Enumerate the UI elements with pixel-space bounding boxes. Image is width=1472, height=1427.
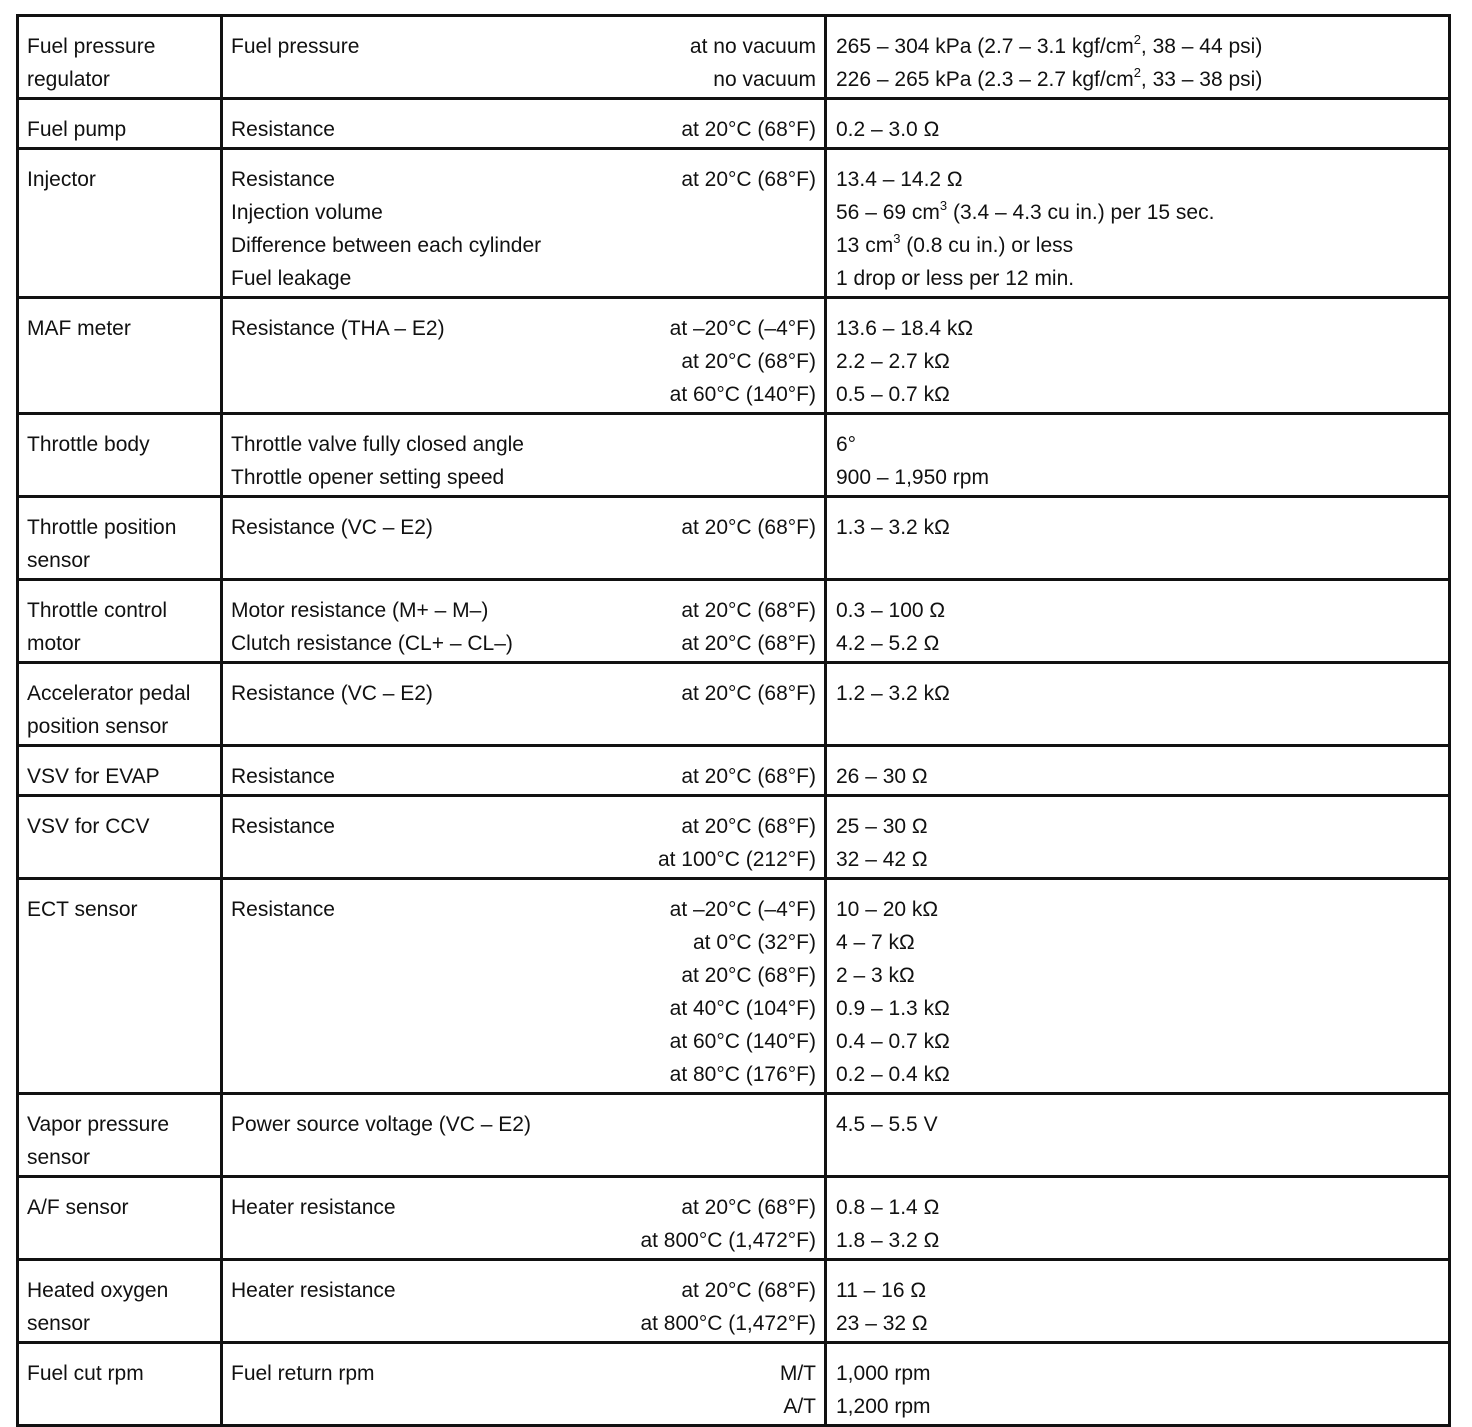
spec-text: 25 – 30 Ω [836,815,928,838]
check-item-cell [222,663,826,746]
spec-text: 0.2 – 0.4 kΩ [836,1063,950,1086]
component-cell [18,149,222,298]
check-item-line [231,1058,816,1091]
spec-text: 10 – 20 kΩ [836,898,939,921]
specification-cell [826,497,1450,580]
check-item-label [231,63,713,96]
check-item-label: Fuel pressure [231,35,360,58]
check-item-label: Resistance [231,815,335,838]
specification-value [836,893,1440,926]
check-item-line [231,345,816,378]
specification-value [836,345,1440,378]
check-item-line [231,992,816,1025]
check-item-cell [222,796,826,879]
component-name: Accelerator pedal position sensor [27,682,191,738]
check-condition: at 20°C (68°F) [681,964,816,987]
specification-cell [826,298,1450,414]
specification-value [836,677,1440,710]
check-item-line [231,594,816,627]
table-row [18,663,1450,746]
specification-value [836,1390,1440,1423]
check-item-cell [222,746,826,796]
spec-text: 0.2 – 3.0 Ω [836,118,940,141]
check-item-line [231,1191,816,1224]
spec-superscript: 2 [1133,32,1141,47]
table-row [18,149,1450,298]
specification-value [836,229,1440,262]
specification-value [836,1307,1440,1340]
table-row [18,1177,1450,1260]
check-condition: M/T [779,1362,816,1385]
specification-value [836,1274,1440,1307]
specification-cell [826,414,1450,497]
specification-value [836,843,1440,876]
component-cell [18,497,222,580]
specification-cell [826,1094,1450,1177]
specification-value [836,594,1440,627]
component-name: MAF meter [27,317,131,340]
check-item-line [231,677,816,710]
table-row [18,796,1450,879]
check-item-line [231,1357,816,1390]
component-cell [18,663,222,746]
check-item-label [231,1390,783,1423]
check-item-cell [222,497,826,580]
component-name: Fuel pressure regulator [27,35,156,91]
check-item-line [231,843,816,876]
spec-text: 0.5 – 0.7 kΩ [836,383,950,406]
check-item-label [231,959,681,992]
check-item-line [231,959,816,992]
spec-text: 1.8 – 3.2 Ω [836,1229,940,1252]
component-cell [18,298,222,414]
spec-text: 4.5 – 5.5 V [836,1113,938,1136]
check-item-label [231,1058,670,1091]
check-item-cell [222,414,826,497]
check-condition: at –20°C (–4°F) [669,317,816,340]
spec-text: 13 cm [836,234,894,257]
spec-text: 6° [836,433,857,456]
spec-text: 1,200 rpm [836,1395,931,1418]
table-row [18,1094,1450,1177]
specification-cell [826,16,1450,99]
specification-value [836,63,1440,96]
specification-value [836,196,1440,229]
check-item-label: Throttle opener setting speed [231,466,505,489]
component-cell [18,746,222,796]
component-cell [18,1177,222,1260]
check-item-cell [222,16,826,99]
check-item-line [231,1025,816,1058]
check-item-line [231,1307,816,1340]
component-cell [18,796,222,879]
check-item-label: Resistance (VC – E2) [231,516,433,539]
check-condition: at 60°C (140°F) [669,383,816,406]
component-cell [18,16,222,99]
check-item-label: Heater resistance [231,1196,396,1219]
table-row [18,746,1450,796]
specification-value [836,1357,1440,1390]
check-item-label [231,926,693,959]
check-item-label: Injection volume [231,201,383,224]
check-item-label: Clutch resistance (CL+ – CL–) [231,632,513,655]
check-item-line [231,428,816,461]
spec-text: 2 – 3 kΩ [836,964,915,987]
specification-cell [826,580,1450,663]
check-item-label: Fuel return rpm [231,1362,375,1385]
spec-text: 1.3 – 3.2 kΩ [836,516,950,539]
spec-text: 56 – 69 cm [836,201,940,224]
check-item-label: Resistance [231,898,335,921]
spec-text-suffix: (3.4 – 4.3 cu in.) per 15 sec. [947,201,1215,224]
specification-value [836,428,1440,461]
check-item-line [231,196,816,229]
check-item-cell [222,1177,826,1260]
spec-text: 226 – 265 kPa (2.3 – 2.7 kgf/cm [836,68,1134,91]
check-condition: at 800°C (1,472°F) [640,1312,816,1335]
component-name: Vapor pressure sensor [27,1113,170,1169]
check-item-line [231,926,816,959]
table-row [18,16,1450,99]
component-cell [18,1094,222,1177]
check-item-label [231,1025,670,1058]
component-name: Fuel pump [27,118,127,141]
check-item-label [231,992,670,1025]
spec-text: 0.3 – 100 Ω [836,599,946,622]
specification-cell [826,663,1450,746]
component-name: ECT sensor [27,898,138,921]
specification-value [836,262,1440,295]
specification-value [836,1224,1440,1257]
spec-superscript: 3 [893,231,901,246]
component-name: VSV for EVAP [27,765,160,788]
component-name: Throttle control motor [27,599,168,655]
specification-cell [826,746,1450,796]
specification-value [836,992,1440,1025]
check-item-cell [222,879,826,1094]
check-item-label: Heater resistance [231,1279,396,1302]
check-item-line [231,1224,816,1257]
specification-cell [826,99,1450,149]
specification-value [836,378,1440,411]
check-condition: at –20°C (–4°F) [669,898,816,921]
spec-table-body [18,16,1450,1426]
check-item-line [231,893,816,926]
check-item-line [231,229,816,262]
check-condition: at 20°C (68°F) [681,1279,816,1302]
specification-value [836,1191,1440,1224]
check-item-cell [222,580,826,663]
check-item-line [231,760,816,793]
check-item-label [231,1224,640,1257]
table-row [18,298,1450,414]
check-item-line [231,163,816,196]
check-condition: at no vacuum [689,35,816,58]
spec-text: 23 – 32 Ω [836,1312,928,1335]
check-condition: at 20°C (68°F) [681,168,816,191]
specification-value [836,926,1440,959]
check-item-line [231,1274,816,1307]
check-condition: A/T [783,1395,816,1418]
check-condition: at 100°C (212°F) [657,848,816,871]
specification-value [836,511,1440,544]
spec-text: 26 – 30 Ω [836,765,928,788]
table-row [18,414,1450,497]
spec-text: 11 – 16 Ω [836,1279,927,1302]
check-condition: at 20°C (68°F) [681,682,816,705]
spec-text: 13.4 – 14.2 Ω [836,168,963,191]
component-cell [18,1260,222,1343]
check-item-label: Resistance [231,168,335,191]
table-row [18,879,1450,1094]
specification-value [836,810,1440,843]
specification-cell [826,1343,1450,1426]
check-item-line [231,113,816,146]
specification-cell [826,149,1450,298]
spec-superscript: 2 [1133,65,1141,80]
check-condition: at 800°C (1,472°F) [640,1229,816,1252]
table-row [18,99,1450,149]
component-name: A/F sensor [27,1196,129,1219]
spec-text: 13.6 – 18.4 kΩ [836,317,974,340]
check-item-cell [222,1094,826,1177]
check-item-line [231,627,816,660]
spec-text: 2.2 – 2.7 kΩ [836,350,950,373]
spec-text: 32 – 42 Ω [836,848,928,871]
spec-text: 265 – 304 kPa (2.7 – 3.1 kgf/cm [836,35,1134,58]
component-name: Injector [27,168,96,191]
table-row [18,580,1450,663]
check-item-label: Resistance (VC – E2) [231,682,433,705]
component-cell [18,99,222,149]
check-condition: at 20°C (68°F) [681,350,816,373]
check-item-line [231,511,816,544]
check-item-cell [222,99,826,149]
specification-value [836,627,1440,660]
check-condition: at 20°C (68°F) [681,599,816,622]
spec-text: 1,000 rpm [836,1362,931,1385]
check-item-line [231,378,816,411]
check-item-cell [222,1260,826,1343]
check-item-label: Fuel leakage [231,267,352,290]
check-condition: at 20°C (68°F) [681,118,816,141]
check-item-line [231,810,816,843]
check-item-label [231,345,681,378]
spec-table [16,14,1451,1427]
check-condition: at 40°C (104°F) [669,997,816,1020]
spec-superscript: 3 [939,198,948,213]
spec-text: 4 – 7 kΩ [836,931,915,954]
component-cell [18,414,222,497]
check-condition: at 20°C (68°F) [681,632,816,655]
component-name: Heated oxygen sensor [27,1279,169,1335]
check-item-cell [222,149,826,298]
check-item-line [231,30,816,63]
check-condition: no vacuum [713,68,816,91]
spec-text: 0.9 – 1.3 kΩ [836,997,950,1020]
spec-text: 0.4 – 0.7 kΩ [836,1030,950,1053]
spec-text-suffix: (0.8 cu in.) or less [900,234,1074,257]
check-item-line [231,1390,816,1423]
check-item-cell [222,298,826,414]
check-condition: at 20°C (68°F) [681,815,816,838]
component-cell [18,580,222,663]
check-item-line [231,461,816,494]
component-name: Throttle position sensor [27,516,177,572]
check-condition: at 60°C (140°F) [669,1030,816,1053]
check-item-label [231,1307,640,1340]
specification-value [836,1025,1440,1058]
check-item-label [231,843,658,876]
check-condition: at 0°C (32°F) [693,931,816,954]
specification-value [836,1058,1440,1091]
check-item-cell [222,1343,826,1426]
component-name: Throttle body [27,433,150,456]
specification-value [836,163,1440,196]
check-item-label: Power source voltage (VC – E2) [231,1113,531,1136]
spec-text: 900 – 1,950 rpm [836,466,989,489]
table-row [18,497,1450,580]
check-item-label: Difference between each cylinder [231,234,542,257]
spec-text-suffix: , 38 – 44 psi) [1140,35,1263,58]
specification-value [836,1108,1440,1141]
specification-value [836,461,1440,494]
specification-value [836,760,1440,793]
specification-value [836,113,1440,146]
table-row [18,1343,1450,1426]
spec-text: 4.2 – 5.2 Ω [836,632,940,655]
specification-cell [826,1177,1450,1260]
check-condition: at 20°C (68°F) [681,765,816,788]
specification-value [836,312,1440,345]
check-item-line [231,262,816,295]
component-cell [18,879,222,1094]
specification-cell [826,1260,1450,1343]
check-item-label: Motor resistance (M+ – M–) [231,599,489,622]
check-condition: at 80°C (176°F) [669,1063,816,1086]
specification-cell [826,879,1450,1094]
specification-value [836,959,1440,992]
spec-text: 1.2 – 3.2 kΩ [836,682,950,705]
component-name: Fuel cut rpm [27,1362,144,1385]
component-cell [18,1343,222,1426]
check-condition: at 20°C (68°F) [681,1196,816,1219]
specification-value [836,30,1440,63]
check-item-label: Resistance [231,765,335,788]
check-item-line [231,1108,816,1141]
check-item-line [231,63,816,96]
check-item-label: Throttle valve fully closed angle [231,433,524,456]
check-item-label: Resistance (THA – E2) [231,317,445,340]
check-item-label: Resistance [231,118,335,141]
check-item-label [231,378,670,411]
spec-text: 1 drop or less per 12 min. [836,267,1075,290]
component-name: VSV for CCV [27,815,150,838]
specification-cell [826,796,1450,879]
table-row [18,1260,1450,1343]
spec-text-suffix: , 33 – 38 psi) [1140,68,1263,91]
check-condition: at 20°C (68°F) [681,516,816,539]
check-item-line [231,312,816,345]
spec-text: 0.8 – 1.4 Ω [836,1196,940,1219]
